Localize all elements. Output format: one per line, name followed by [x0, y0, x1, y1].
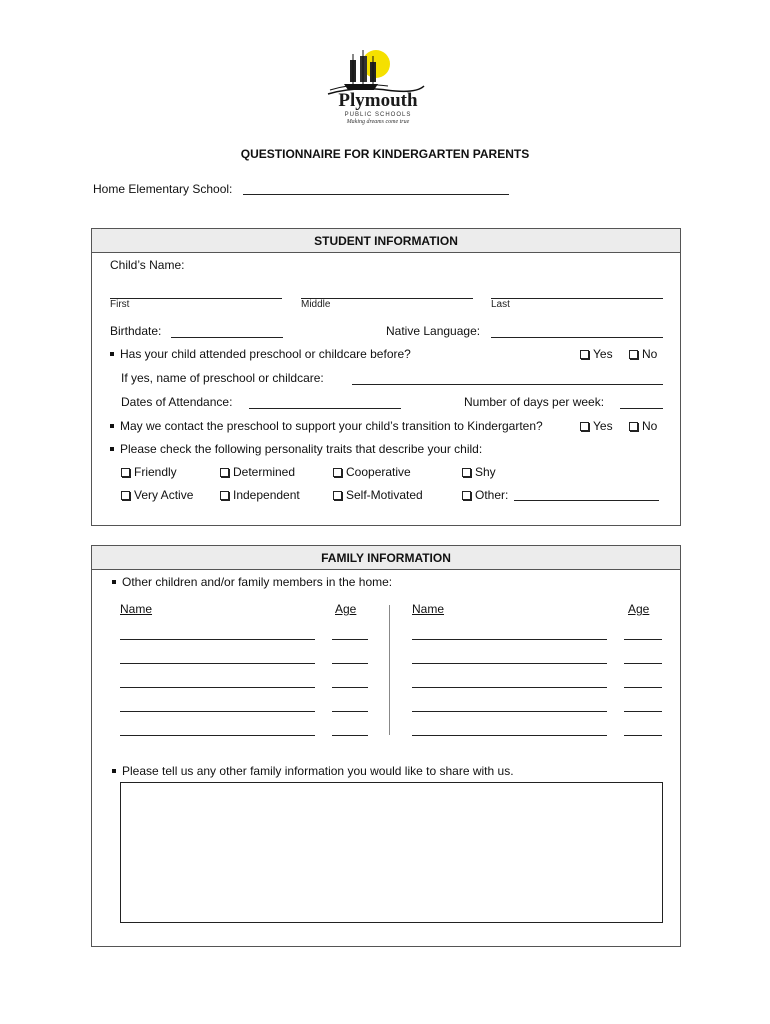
contact-question: May we contact the preschool to support your child’s transition to Kindergarten?: [110, 419, 543, 433]
logo-motto: Making dreams come true: [346, 119, 410, 125]
trait-other-checkbox[interactable]: Other:: [462, 488, 508, 502]
birthdate-field[interactable]: [171, 337, 283, 338]
name-column-header-left: Name: [120, 602, 153, 616]
page-title: QUESTIONNAIRE FOR KINDERGARTEN PARENTS: [240, 147, 530, 161]
checkbox-icon: [333, 468, 342, 477]
member-age-field[interactable]: [332, 663, 368, 664]
first-label: First: [110, 299, 130, 310]
member-age-field[interactable]: [332, 735, 368, 736]
bullet-icon: [110, 447, 114, 451]
contact-no-checkbox[interactable]: No: [629, 419, 657, 433]
member-age-field[interactable]: [624, 735, 662, 736]
age-column-header-right: Age: [628, 602, 650, 616]
trait-friendly-checkbox[interactable]: Friendly: [121, 465, 177, 479]
preschool-no-checkbox[interactable]: No: [629, 347, 657, 361]
traits-question: Please check the following personality traits that describe your child:: [110, 442, 482, 456]
member-age-field[interactable]: [624, 639, 662, 640]
student-info-header: STUDENT INFORMATION: [92, 229, 680, 253]
checkbox-icon: [220, 468, 229, 477]
preschool-yes-checkbox[interactable]: Yes: [580, 347, 613, 361]
member-name-field[interactable]: [120, 663, 315, 664]
member-age-field[interactable]: [624, 711, 662, 712]
native-language-field[interactable]: [491, 337, 663, 338]
trait-independent-checkbox[interactable]: Independent: [220, 488, 300, 502]
member-name-field[interactable]: [120, 639, 315, 640]
last-name-field[interactable]: [491, 298, 663, 299]
native-language-label: Native Language:: [386, 324, 481, 338]
days-per-week-field[interactable]: [620, 408, 663, 409]
contact-yes-checkbox[interactable]: Yes: [580, 419, 613, 433]
last-label: Last: [491, 299, 510, 310]
checkbox-icon: [629, 350, 638, 359]
member-age-field[interactable]: [332, 687, 368, 688]
member-name-field[interactable]: [120, 687, 315, 688]
name-column-header-right: Name: [412, 602, 445, 616]
family-members-question: Other children and/or family members in the home:: [112, 575, 392, 589]
age-column-header-left: Age: [335, 602, 357, 616]
column-divider: [389, 605, 390, 735]
dates-attendance-field[interactable]: [249, 408, 401, 409]
checkbox-icon: [462, 491, 471, 500]
member-name-field[interactable]: [120, 711, 315, 712]
member-age-field[interactable]: [624, 663, 662, 664]
member-name-field[interactable]: [412, 735, 607, 736]
checkbox-icon: [462, 468, 471, 477]
member-name-field[interactable]: [412, 663, 607, 664]
preschool-name-label: If yes, name of preschool or childcare:: [121, 371, 324, 385]
member-name-field[interactable]: [412, 711, 607, 712]
birthdate-label: Birthdate:: [110, 324, 162, 338]
days-per-week-label: Number of days per week:: [464, 395, 605, 409]
checkbox-icon: [629, 422, 638, 431]
checkbox-icon: [121, 491, 130, 500]
member-age-field[interactable]: [332, 711, 368, 712]
checkbox-icon: [333, 491, 342, 500]
logo: [326, 46, 426, 128]
trait-very-active-checkbox[interactable]: Very Active: [121, 488, 193, 502]
checkbox-icon: [580, 422, 589, 431]
home-school-label: Home Elementary School:: [93, 182, 233, 196]
member-age-field[interactable]: [624, 687, 662, 688]
share-info-question: Please tell us any other family information you would like to share with us.: [112, 764, 514, 778]
bullet-icon: [112, 580, 116, 584]
logo-name: Plymouth: [338, 90, 418, 111]
trait-other-field[interactable]: [514, 500, 659, 501]
family-info-header: FAMILY INFORMATION: [92, 546, 680, 570]
checkbox-icon: [580, 350, 589, 359]
bullet-icon: [110, 424, 114, 428]
bullet-icon: [110, 352, 114, 356]
member-name-field[interactable]: [412, 687, 607, 688]
trait-shy-checkbox[interactable]: Shy: [462, 465, 496, 479]
preschool-question: Has your child attended preschool or childcare before?: [110, 347, 411, 361]
dates-attendance-label: Dates of Attendance:: [121, 395, 233, 409]
trait-cooperative-checkbox[interactable]: Cooperative: [333, 465, 411, 479]
home-school-field[interactable]: [243, 194, 509, 195]
member-name-field[interactable]: [412, 639, 607, 640]
logo-tagline: PUBLIC SCHOOLS: [344, 112, 412, 118]
member-age-field[interactable]: [332, 639, 368, 640]
member-name-field[interactable]: [120, 735, 315, 736]
first-name-field[interactable]: [110, 298, 282, 299]
share-info-textarea[interactable]: [120, 782, 663, 923]
trait-determined-checkbox[interactable]: Determined: [220, 465, 295, 479]
ship-sun-logo-icon: [326, 46, 426, 96]
checkbox-icon: [220, 491, 229, 500]
middle-label: Middle: [301, 299, 331, 310]
checkbox-icon: [121, 468, 130, 477]
childs-name-label: Child’s Name:: [110, 258, 185, 272]
trait-self-motivated-checkbox[interactable]: Self-Motivated: [333, 488, 423, 502]
preschool-name-field[interactable]: [352, 384, 663, 385]
bullet-icon: [112, 769, 116, 773]
